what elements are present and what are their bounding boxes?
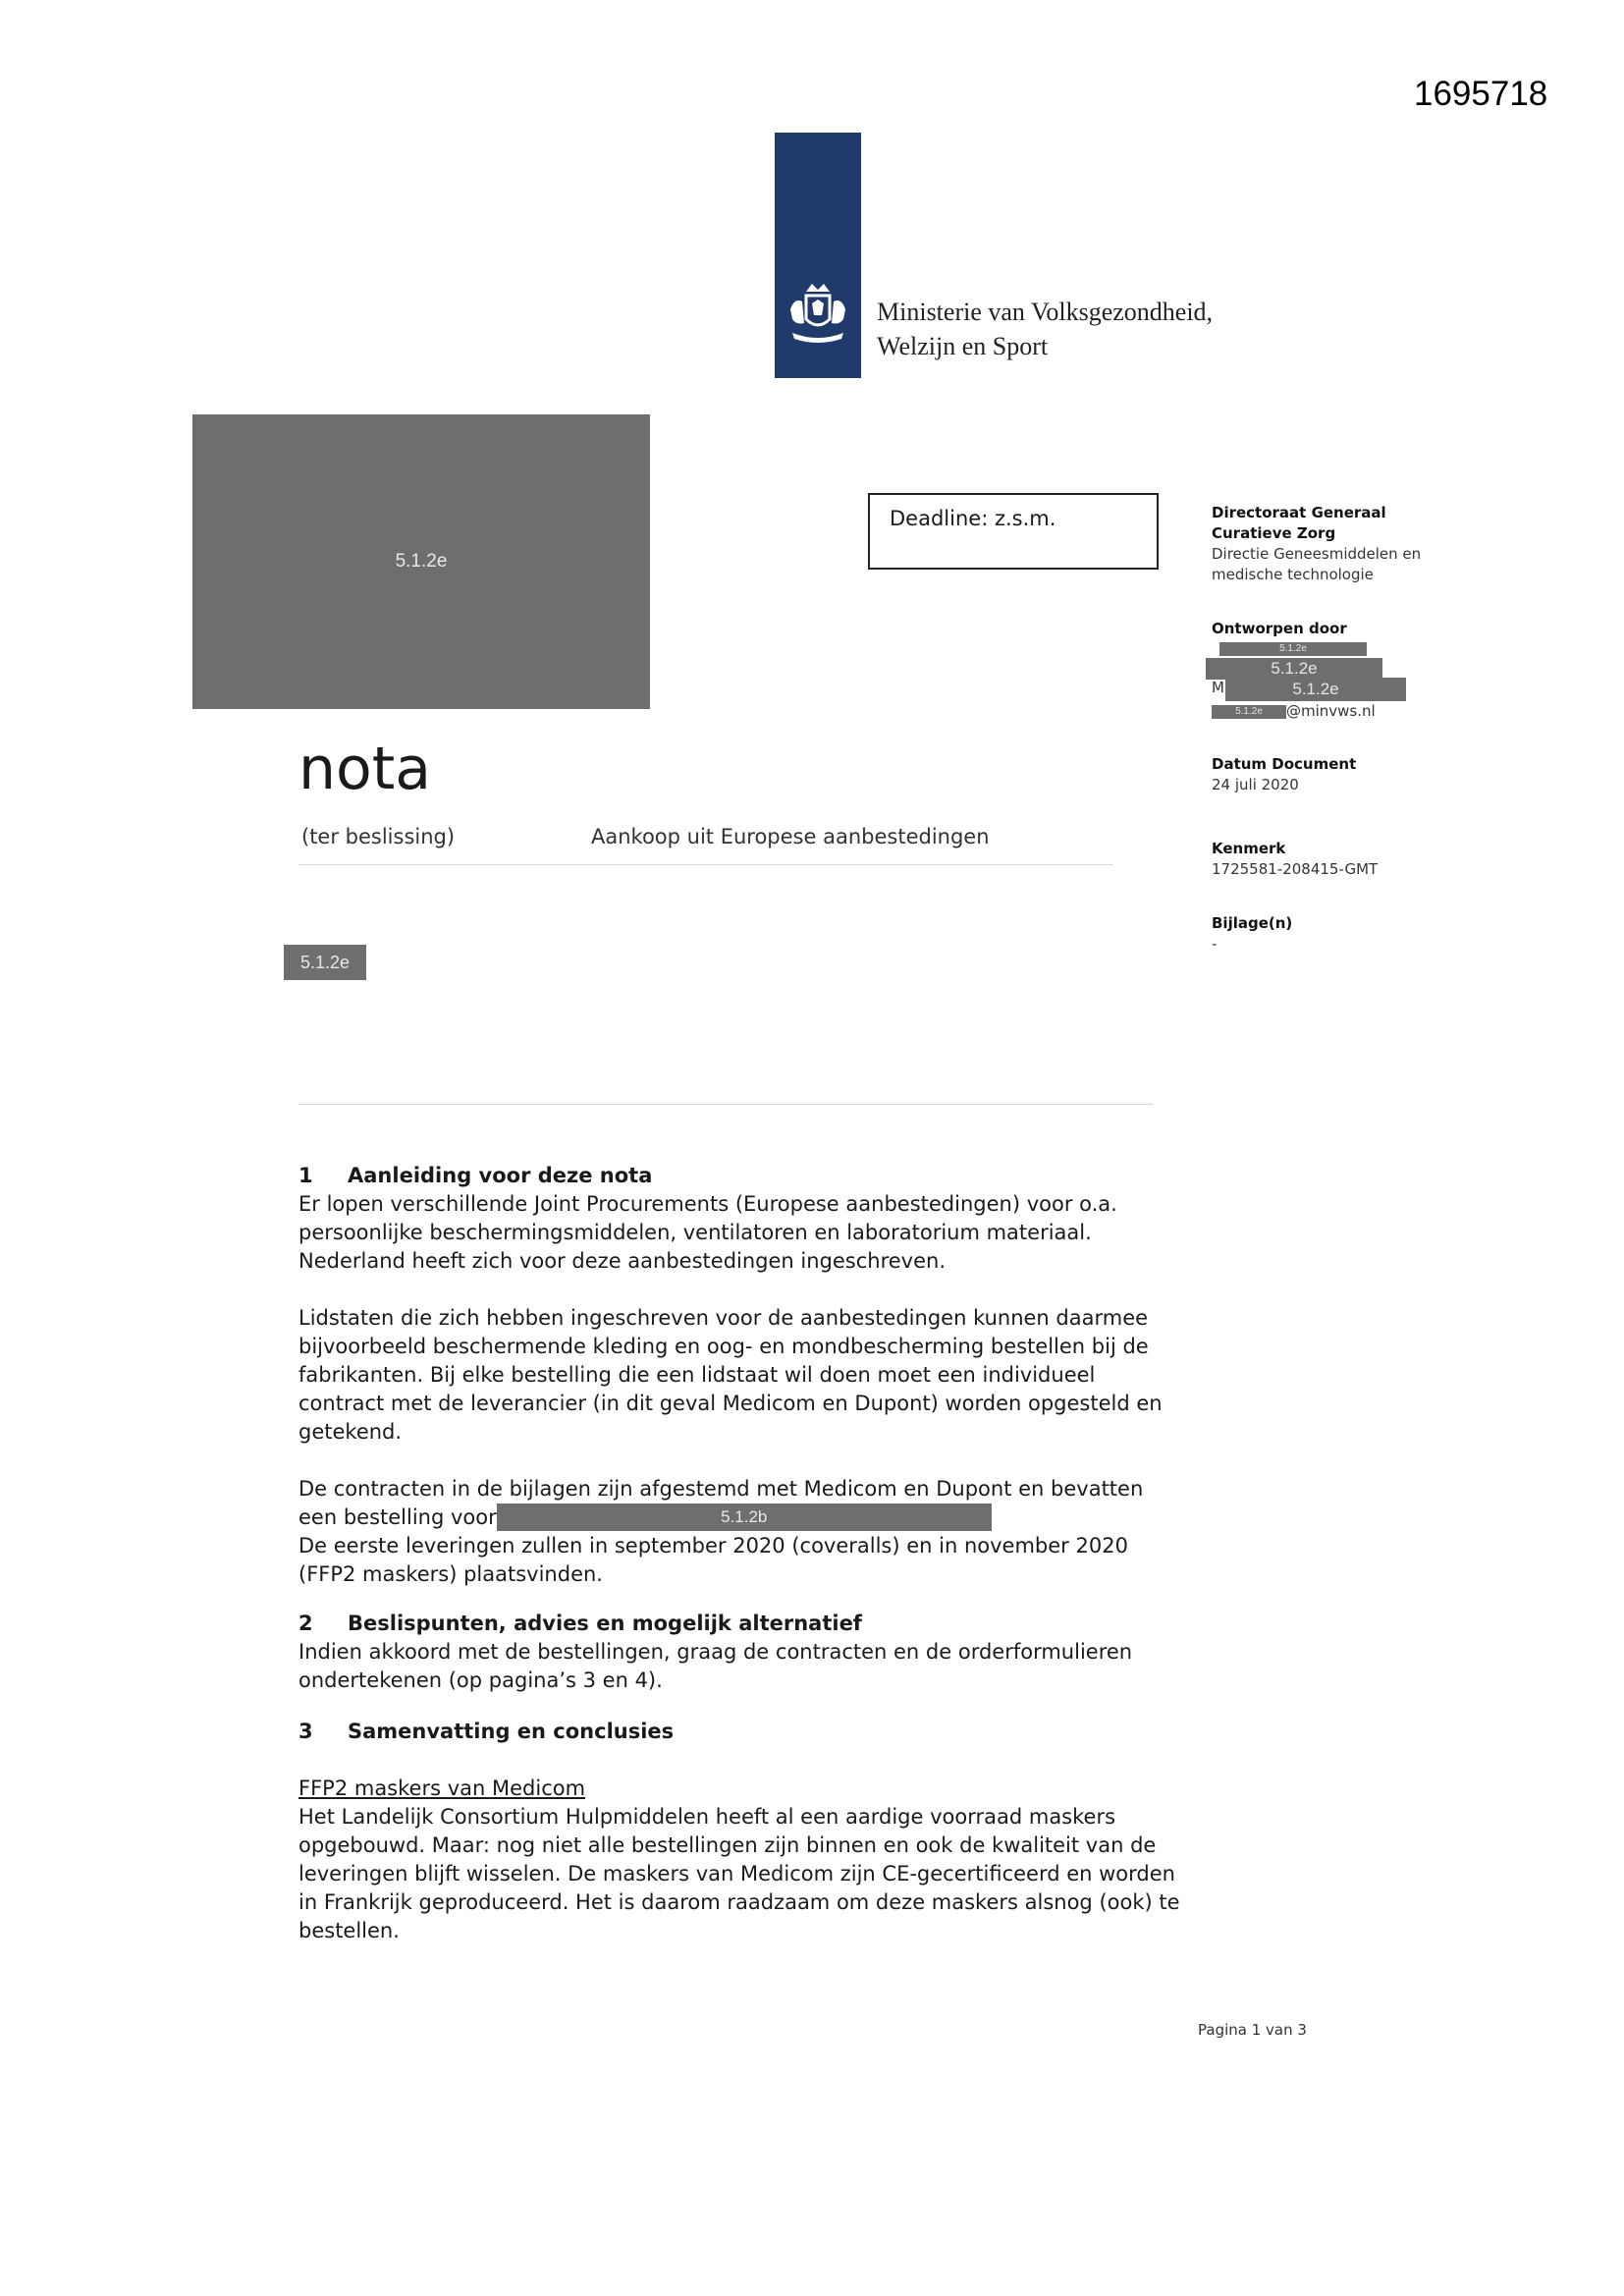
designed-by-block	[1212, 619, 1447, 727]
section-3-paragraph-1: Het Landelijk Consortium Hulpmiddelen heeft al een aardige voorraad maskers opgebouwd. Maar: nog niet alle bestellingen zijn binnen en ook de kwaliteit van de leveringen blijft wisselen. De maskers van Medicom zijn CE-gecertificeerd en worden in Frankrijk geproduceerd. Het is daarom raadzaam om deze maskers alsnog (ook) te bestellen.	[298, 1805, 1180, 1942]
section-1-paragraph-3-line2	[298, 1503, 1182, 1532]
document-purpose: (ter beslissing)	[301, 825, 456, 848]
redacted-email: 5.1.2e	[1212, 705, 1286, 719]
coat-of-arms-icon	[785, 280, 851, 349]
redacted-recipient: 5.1.2e	[284, 945, 366, 980]
ministry-name	[877, 295, 1213, 363]
deadline-text: Deadline: z.s.m.	[890, 507, 1056, 530]
attachments-block	[1212, 913, 1447, 955]
deadline-box	[868, 493, 1159, 570]
section-1-paragraph-1: Er lopen verschillende Joint Procurements (Europese aanbestedingen) voor o.a. persoonlijke beschermingsmiddelen, ventilatoren en laboratorium materiaal. Nederland heeft zich voor deze aanbestedingen ingeschreven.	[298, 1192, 1117, 1273]
section-3	[298, 1718, 1182, 1945]
section-1-number: 1	[298, 1164, 313, 1187]
content-divider	[298, 1104, 1153, 1105]
document-number: 1695718	[1414, 75, 1548, 113]
section-1-paragraph-2: Lidstaten die zich hebben ingeschreven voor de aanbestedingen kunnen daarmee bijvoorbeeld beschermende kleding en oog- en mondbescherming bestellen bij de fabrikanten. Bij elke bestelling die een lidstaat wil doen moet een individueel contract met de leverancier (in dit geval Medicom en Dupont) worden opgesteld en getekend.	[298, 1306, 1163, 1444]
reference-value: 1725581-208415-GMT	[1212, 860, 1379, 878]
redacted-address-block: 5.1.2e	[192, 414, 650, 709]
order-text: een bestelling voor	[298, 1505, 497, 1529]
section-1	[298, 1162, 1182, 1589]
section-3-title: Samenvatting en conclusies	[348, 1720, 675, 1743]
email-prefix: M	[1212, 679, 1224, 696]
section-2-number: 2	[298, 1612, 313, 1635]
org-sub2: medische technologie	[1212, 566, 1374, 583]
attachments-value: -	[1212, 935, 1218, 953]
section-3-number: 3	[298, 1720, 313, 1743]
redacted-name-2: 5.1.2e	[1206, 658, 1382, 680]
section-3-subheading: FFP2 maskers van Medicom	[298, 1777, 586, 1800]
subject-divider	[298, 864, 1113, 865]
org-sub1: Directie Geneesmiddelen en	[1212, 545, 1422, 563]
section-1-title: Aanleiding voor deze nota	[348, 1164, 653, 1187]
redacted-phone: 5.1.2e	[1225, 678, 1406, 701]
redacted-name-1: 5.1.2e	[1219, 642, 1367, 656]
document-subject: Aankoop uit Europese aanbestedingen	[591, 825, 990, 848]
ministry-name-line2: Welzijn en Sport	[877, 332, 1049, 360]
ministry-logo-bar	[775, 133, 861, 378]
ministry-name-line1: Ministerie van Volksgezondheid,	[877, 298, 1214, 326]
section-2-paragraph-1: Indien akkoord met de bestellingen, graag de contracten en de orderformulieren ondertekenen (op pagina’s 3 en 4).	[298, 1640, 1133, 1692]
page-number: Pagina 1 van 3	[1198, 2021, 1307, 2039]
org-line1: Directoraat Generaal	[1212, 504, 1386, 521]
date-label: Datum Document	[1212, 755, 1357, 773]
reference-label: Kenmerk	[1212, 840, 1286, 857]
designed-by-label: Ontworpen door	[1212, 620, 1347, 637]
section-3-heading	[298, 1718, 1182, 1746]
date-block	[1212, 754, 1447, 795]
section-1-paragraph-3-rest: De eerste leveringen zullen in september 2020 (coveralls) en in november 2020 (FFP2 maskers) plaatsvinden.	[298, 1534, 1128, 1586]
redacted-order-amount: 5.1.2b	[497, 1503, 992, 1531]
reference-block	[1212, 839, 1447, 880]
email-domain: @minvws.nl	[1286, 702, 1376, 720]
organisation-block	[1212, 503, 1447, 585]
section-1-paragraph-3-line1: De contracten in de bijlagen zijn afgestemd met Medicom en Dupont en bevatten	[298, 1477, 1144, 1501]
org-line2: Curatieve Zorg	[1212, 524, 1336, 542]
section-2	[298, 1610, 1182, 1695]
section-1-heading	[298, 1162, 1182, 1190]
attachments-label: Bijlage(n)	[1212, 914, 1293, 932]
section-2-title: Beslispunten, advies en mogelijk alternatief	[348, 1612, 862, 1635]
document-type-title: nota	[298, 735, 432, 803]
section-2-heading	[298, 1610, 1182, 1638]
date-value: 24 juli 2020	[1212, 776, 1299, 793]
